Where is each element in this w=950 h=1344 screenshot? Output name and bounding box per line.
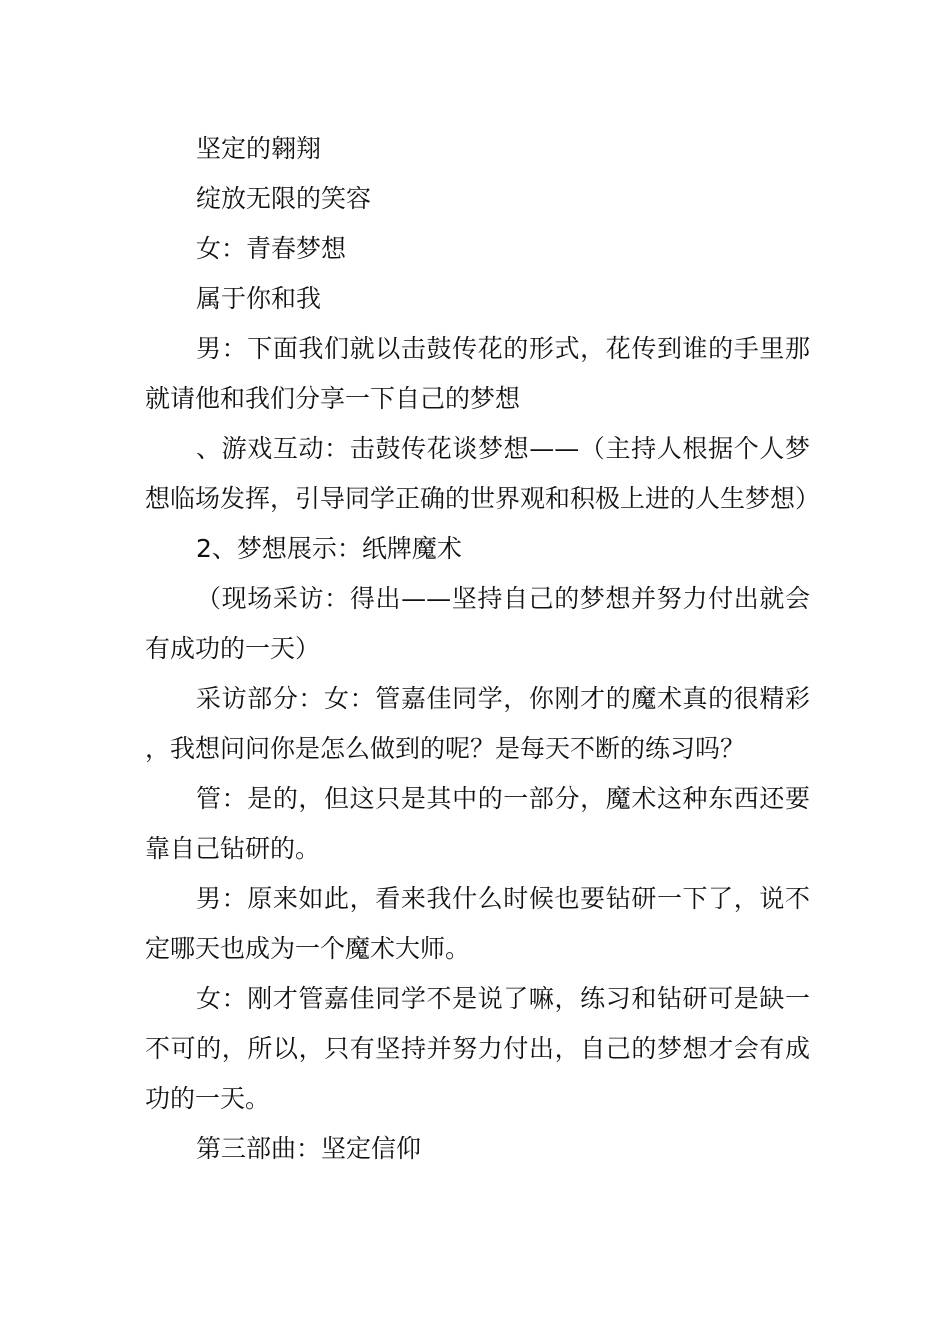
paragraph-line: 坚定的翱翔 xyxy=(196,134,322,163)
document-body xyxy=(145,124,821,1174)
paragraph-dialogue: 女：刚才管嘉佳同学不是说了嘛，练习和钻研可是缺一不可的，所以，只有坚持并努力付出，自己的梦想才会有成功的一天。 xyxy=(145,984,810,1113)
paragraph-dialogue: 采访部分：女：管嘉佳同学，你刚才的魔术真的很精彩，我想问问你是怎么做到的呢？是每天不断的练习吗？ xyxy=(145,684,810,763)
paragraph-dialogue: 男：下面我们就以击鼓传花的形式，花传到谁的手里那就请他和我们分享一下自己的梦想 xyxy=(145,334,810,413)
paragraph-heading: 2、梦想展示：纸牌魔术 xyxy=(196,534,462,563)
paragraph-activity: 、游戏互动：击鼓传花谈梦想——（主持人根据个人梦想临场发挥，引导同学正确的世界观和积极上进的人生梦想） xyxy=(145,434,821,513)
paragraph-line: 女：青春梦想 xyxy=(196,234,347,263)
paragraph-dialogue: 男：原来如此，看来我什么时候也要钻研一下了，说不定哪天也成为一个魔术大师。 xyxy=(145,884,810,963)
paragraph-section-heading: 第三部曲：坚定信仰 xyxy=(196,1134,422,1163)
paragraph-dialogue: 管：是的，但这只是其中的一部分，魔术这种东西还要靠自己钻研的。 xyxy=(145,784,810,863)
paragraph-line: 属于你和我 xyxy=(196,284,322,313)
paragraph-line: 绽放无限的笑容 xyxy=(196,184,372,213)
paragraph-note: （现场采访：得出——坚持自己的梦想并努力付出就会有成功的一天） xyxy=(145,584,810,663)
